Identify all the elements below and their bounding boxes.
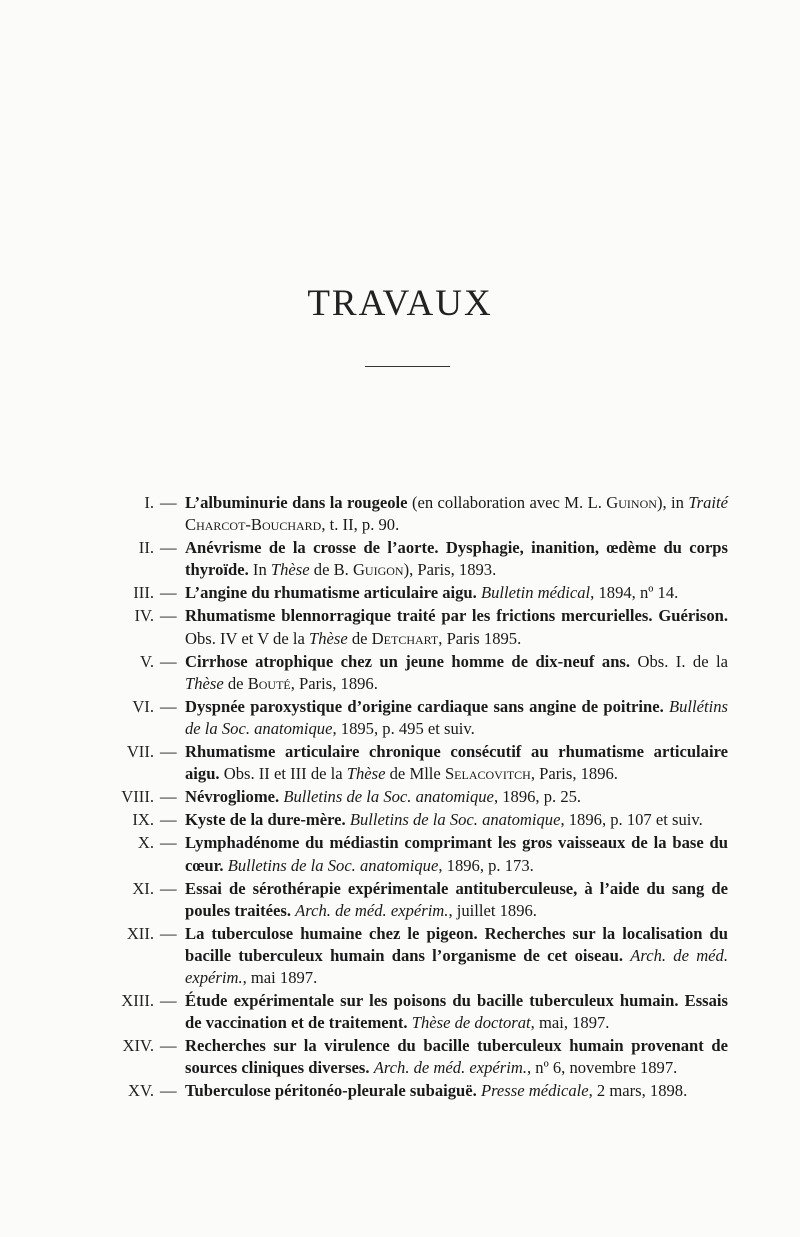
entry-text: , 1895, p. 495 et suiv. [332,718,475,738]
entry-text: , juillet 1896. [448,900,537,920]
entry-number: XII. [126,923,154,943]
entry-text: Kyste de la dure-mère. [185,810,350,830]
entry-text: Recherches sur la virulence du bacille tuberculeux humain provenant de sources cliniques diverses. [185,1036,728,1078]
entry-text: , Paris 1895. [438,628,522,648]
entry-dash: — [160,878,177,898]
entry-text: Bulletins de la Soc. anatomique [227,855,439,875]
entry-text: Bulletins de la Soc. anatomique [283,787,494,807]
entry-dash: — [160,742,177,762]
entry-text: Obs. I. de la [637,651,728,671]
entry-text: Arch. de méd. expérim. [185,945,728,987]
publication-entry [0,605,800,649]
entry-text: Thèse [270,560,310,580]
publication-entry [0,1080,800,1102]
entry-text: Bulletins de la Soc. anatomique [349,810,561,830]
page-title: TRAVAUX [307,283,493,324]
entry-text: , Paris, 1896. [290,673,378,693]
entry-number: XIII. [121,991,154,1011]
entry-text: Bouté [247,673,291,693]
entry-number: III. [133,583,154,603]
entry-text: , nº 6, novembre 1897. [526,1058,678,1078]
entry-number: X. [137,833,154,853]
publication-entry [0,990,800,1034]
entry-text: Bullétins de la Soc. anatomique [185,696,728,738]
entry-text: de Mlle [385,764,445,784]
entry-text: Detchart [371,628,439,648]
entry-number: V. [140,651,154,671]
entry-text: de B. [309,560,353,580]
publication-entry [0,832,800,876]
entry-text: In [252,560,271,580]
entry-dash: — [160,651,177,671]
entry-text: Dyspnée paroxystique d’origine cardiaque sans angine de poitrine. [185,696,669,716]
entry-text: , Paris, 1896. [530,764,618,784]
entry-text: , 1896, p. 107 et suiv. [560,810,703,830]
entry-text: Lymphadénome du médiastin comprimant les gros vaisseaux de la base du cœur. [185,833,728,875]
entry-text: de [347,628,372,648]
entry-text: Charcot-Bouchard [185,515,322,535]
entry-text: , mai, 1897. [530,1013,610,1033]
entry-text: Traité [688,493,728,512]
entry-text: Essai de sérothérapie expérimentale antituberculeuse, à l’aide du sang de poules traitées. [185,878,728,920]
publication-entry [0,809,800,831]
entry-text: L’angine du rhumatisme articulaire aigu. [185,583,481,603]
publication-entry [0,651,800,695]
entry-dash: — [160,1081,177,1101]
entry-dash: — [160,606,177,626]
entry-text: Presse médicale [480,1081,589,1101]
entry-text: Thèse [185,673,224,693]
publication-entry [0,582,800,604]
entry-text: Arch. de méd. expérim. [295,900,449,920]
entry-dash: — [160,538,177,558]
publication-entry [0,537,800,581]
entry-text: Thèse de doctorat [411,1013,531,1033]
entry-number: XV. [128,1081,154,1101]
entry-number: IX. [132,810,154,830]
publication-entry [0,878,800,922]
entry-dash: — [160,1036,177,1056]
entry-number: XI. [132,878,154,898]
entry-text: Thèse [308,628,348,648]
entry-number: IV. [134,606,154,626]
entry-text: , mai 1897. [242,967,318,987]
entry-text: , 1896, p. 25. [493,787,582,807]
title-divider [365,366,450,367]
entry-dash: — [160,493,177,512]
entry-text: Obs. IV et V de la [185,628,309,648]
entry-number: I. [144,493,154,512]
publication-entry [0,696,800,740]
entry-text: Bulletin médical [480,583,591,603]
entry-dash: — [160,923,177,943]
entry-text: Névrogliome. [185,787,284,807]
entry-text: Rhumatisme blennorragique traité par les frictions mercurielles. Guérison. [185,606,728,626]
entry-text: L’albuminurie dans la rougeole [185,493,412,512]
publication-entry [0,1035,800,1079]
entry-text: ), Paris, 1893. [403,560,497,580]
entry-text: Thèse [346,764,386,784]
entry-dash: — [160,810,177,830]
publication-entry [0,741,800,785]
entry-dash: — [160,991,177,1011]
entry-dash: — [160,833,177,853]
entry-text: , 1896, p. 173. [438,855,534,875]
entry-dash: — [160,696,177,716]
entry-text: Anévrisme de la crosse de l’aorte. Dysphagie, inanition, œdème du corps thyroïde. [185,538,728,580]
entry-text: , t. II, p. 90. [321,515,400,535]
publication-entry [0,786,800,808]
entry-text: , 2 mars, 1898. [588,1081,688,1101]
entry-number: II. [138,538,154,558]
entry-text: Rhumatisme articulaire chronique consécutif au rhumatisme articulaire aigu. [185,742,728,784]
entry-dash: — [160,787,177,807]
entry-text: La tuberculose humaine chez le pigeon. Recherches sur la localisation du bacille tuberculeux humain dans l’organisme de cet oiseau. [185,923,728,965]
entry-text: de [223,673,248,693]
entry-text: Selacovitch [444,764,531,784]
entry-text: Étude expérimentale sur les poisons du bacille tuberculeux humain. Essais de vaccination et de traitement. [185,991,728,1033]
publication-entry [0,492,800,536]
entry-number: XIV. [122,1036,154,1056]
publication-entry [0,923,800,989]
entry-text: Guigon [352,560,404,580]
publication-list [0,492,800,1104]
entry-text: (en collaboration avec M. L. [411,493,607,512]
entry-number: VIII. [121,787,154,807]
entry-text: Cirrhose atrophique chez un jeune homme de dix-neuf ans. [185,651,638,671]
entry-text: , 1894, nº 14. [590,583,679,603]
entry-dash: — [160,583,177,603]
entry-text: Tuberculose péritonéo-pleurale subaiguë. [185,1081,481,1101]
entry-text: Guinon [606,493,657,512]
entry-text: Obs. II et III de la [223,764,347,784]
entry-text: ), in [656,493,689,512]
entry-number: VI. [132,696,154,716]
entry-number: VII. [126,742,154,762]
entry-text: Arch. de méd. expérim. [373,1058,527,1078]
